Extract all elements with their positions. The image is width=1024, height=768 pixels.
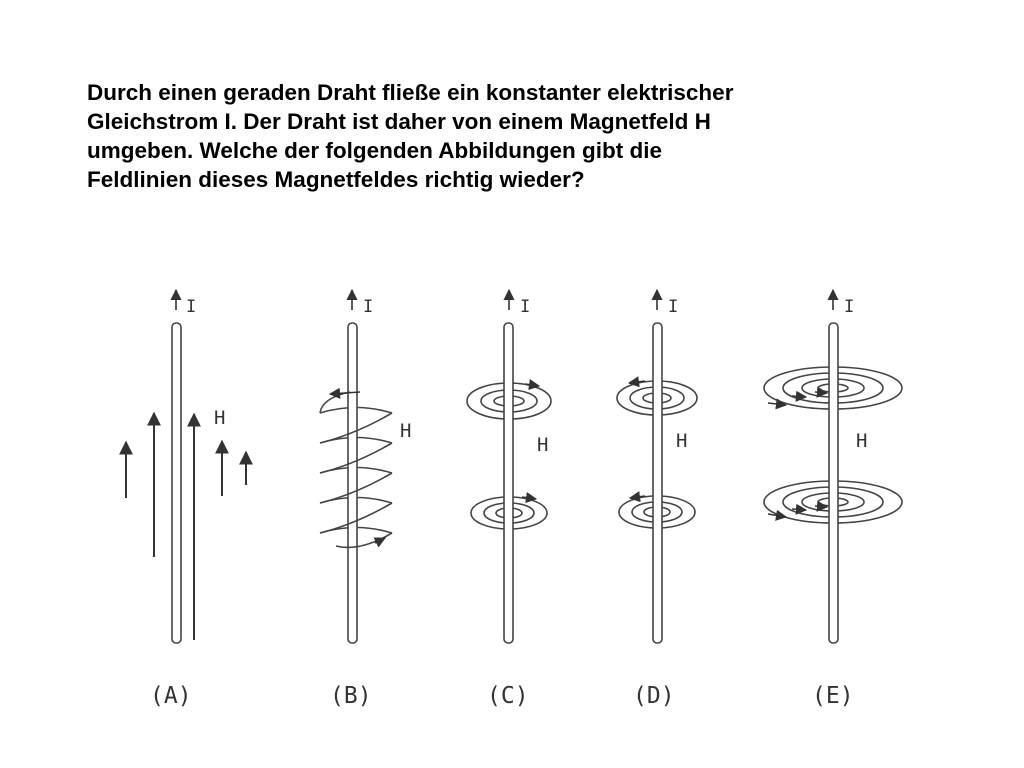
option-label-b: (B) [330, 683, 372, 709]
field-arrow-icon [792, 509, 806, 510]
field-arrow-icon [525, 384, 539, 386]
field-arrow-icon [815, 506, 827, 507]
wire [504, 323, 513, 643]
question-line-4: Feldlinien dieses Magnetfeldes richtig wieder? [87, 167, 585, 192]
option-d-diagram [617, 290, 697, 709]
option-e-diagram [764, 290, 902, 709]
wire [348, 323, 357, 643]
field-label: H [214, 407, 226, 429]
question-line-2: Gleichstrom I. Der Draht ist daher von einem Magnetfeld H [87, 109, 711, 134]
field-label: H [400, 420, 412, 442]
wire [829, 323, 838, 643]
field-label: H [537, 434, 549, 456]
wire [653, 323, 662, 643]
option-label-a: (A) [150, 683, 192, 709]
current-label: I [186, 297, 197, 317]
field-label: H [856, 430, 868, 452]
option-c-diagram [467, 290, 551, 709]
current-label: I [668, 297, 679, 317]
wire [172, 323, 181, 643]
current-label: I [363, 297, 374, 317]
field-label: H [676, 430, 688, 452]
field-arrow-icon [815, 392, 827, 393]
option-a-diagram [126, 290, 246, 709]
field-arrow-icon [792, 396, 806, 397]
option-label-e: (E) [812, 683, 854, 709]
current-label: I [844, 297, 855, 317]
option-b-diagram [320, 290, 411, 709]
option-label-c: (C) [487, 683, 529, 709]
question-line-1: Durch einen geraden Draht fließe ein konstanter elektrischer [87, 80, 734, 105]
current-label: I [520, 297, 531, 317]
question-line-3: umgeben. Welche der folgenden Abbildungen gibt die [87, 138, 663, 163]
option-label-d: (D) [633, 683, 675, 709]
